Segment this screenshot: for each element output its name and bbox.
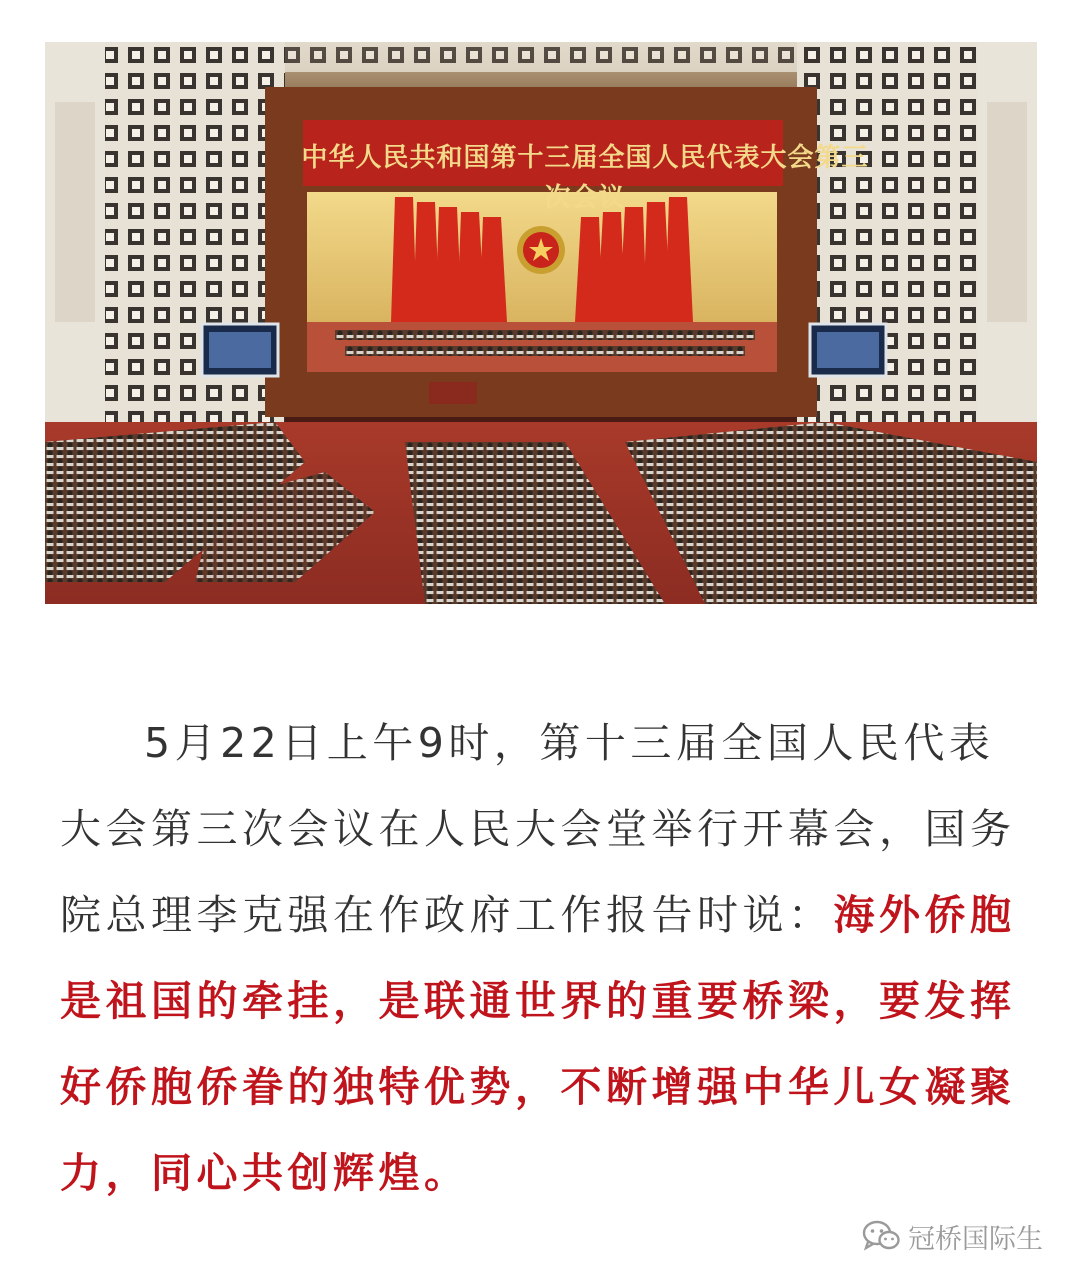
article-lead: 5月22日上午9时，第十三届全国人民代表大会第三次会议在人民大会堂举行开幕会，国务院总理李克强在作政府工作报告时说： (60, 719, 1016, 939)
hall-illustration (45, 42, 1037, 604)
account-watermark (862, 1216, 1043, 1256)
congress-hall-photo (45, 42, 1037, 604)
banner-text: 中华人民共和国第十三届全国人民代表大会第三次会议 (301, 143, 869, 213)
wechat-icon (862, 1219, 900, 1253)
account-name: 冠桥国际生 (908, 1223, 1043, 1255)
article-paragraph (60, 700, 1022, 1216)
article-highlight: 海外侨胞是祖国的牵挂，是联通世界的重要桥梁，要发挥好侨胞侨眷的独特优势，不断增强中华儿女凝聚力，同心共创辉煌。 (60, 891, 1016, 1197)
